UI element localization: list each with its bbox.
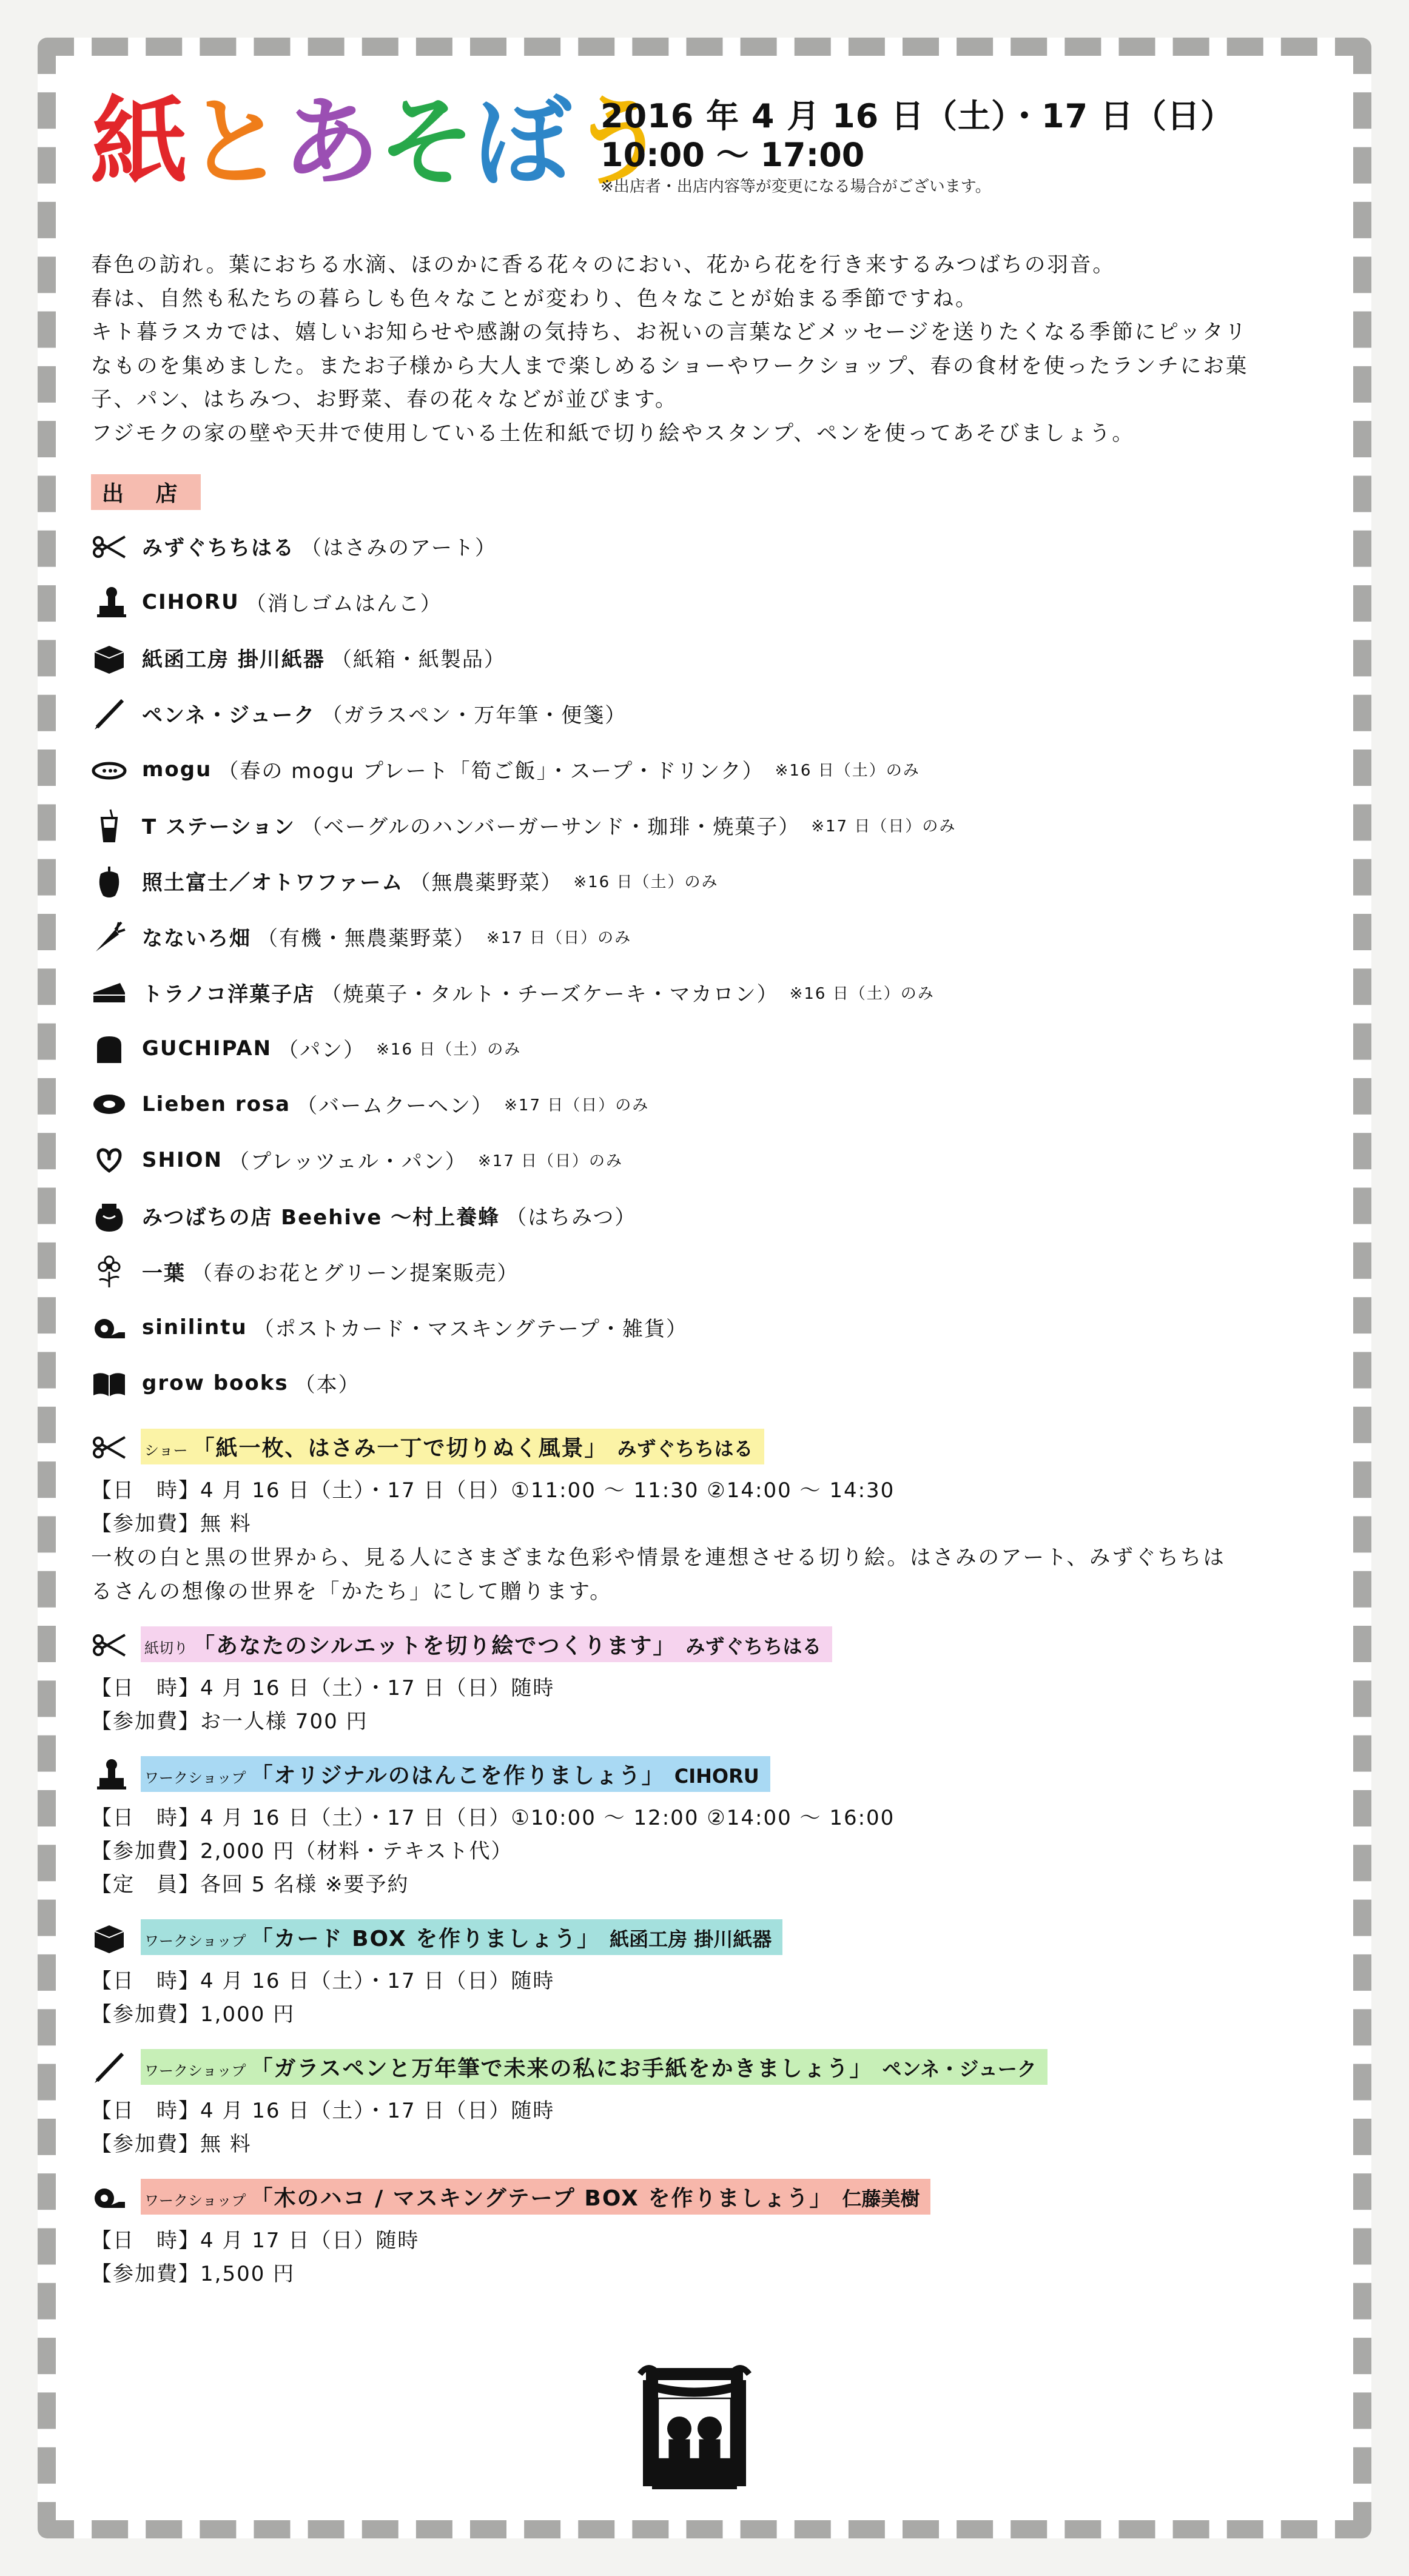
vendor-item <box>91 1244 1322 1300</box>
event-description: 一枚の白と黒の世界から、見る人にさまざまな色彩や情景を連想させる切り絵。はさみのアート、みずぐちちは <box>91 1545 1226 1570</box>
event-info-line <box>91 1965 1322 1998</box>
event-block <box>91 2170 1322 2291</box>
pen-icon <box>91 694 133 733</box>
event-title-bar <box>141 1919 782 1955</box>
vendor-list <box>91 518 1322 1411</box>
event-title-bar <box>141 2179 930 2215</box>
puppet-theater-icon <box>619 2356 770 2507</box>
event-info-value: 4 月 16 日（土）・17 日（日）随時 <box>200 1968 555 1993</box>
event-block <box>91 1910 1322 2031</box>
event-kind: 紙切り <box>144 1640 188 1657</box>
vendor-item <box>91 1300 1322 1355</box>
vendor-name: Lieben rosa <box>142 1092 291 1116</box>
vendor-name: CIHORU <box>142 589 240 614</box>
event-time: 10:00 〜 17:00 <box>600 136 865 174</box>
event-info-line <box>91 2095 1322 2128</box>
vendor-note: ※17 日（日）のみ <box>811 817 957 836</box>
event-host: みずぐちちはる <box>617 1437 753 1461</box>
event-info-value: 無 料 <box>200 1511 252 1536</box>
vendor-desc: （春のお花とグリーン提案販売） <box>192 1261 519 1286</box>
vendor-item <box>91 1132 1322 1188</box>
event-header <box>91 1747 1322 1802</box>
event-block <box>91 1420 1322 1609</box>
vendor-note: ※17 日（日）のみ <box>504 1096 650 1115</box>
intro-line: キト暮ラスカでは、嬉しいお知らせや感謝の気持ち、お祝いの言葉などメッセージを送りたくなる季節にピッタリ <box>91 320 1248 345</box>
header <box>91 73 1322 224</box>
vendor-name: なないろ畑 <box>142 927 251 951</box>
vendor-item <box>91 1076 1322 1132</box>
plate-icon <box>91 750 133 789</box>
vendor-name: T ステーション <box>142 815 295 840</box>
event-info-label: 【参加費】 <box>91 1709 200 1734</box>
flyer-content <box>91 73 1322 2291</box>
box-icon <box>91 639 133 677</box>
event-title: 「ガラスペンと万年筆で未来の私にお手紙をかきましょう」 <box>251 2056 873 2082</box>
vendor-name: SHION <box>142 1147 223 1172</box>
event-info-value: 4 月 17 日（日）随時 <box>200 2228 420 2253</box>
carrot-icon <box>91 917 133 956</box>
vendor-name: みずぐちちはる <box>142 536 295 561</box>
event-block <box>91 1747 1322 1902</box>
event-header <box>91 1910 1322 1965</box>
vendor-name: 照土富士／オトワファーム <box>142 871 404 896</box>
pen-icon <box>91 2048 133 2087</box>
event-title: 「カード BOX を作りましょう」 <box>251 1927 600 1952</box>
event-info-line <box>91 1705 1322 1739</box>
event-kind: ワークショップ <box>144 1769 246 1787</box>
change-note: ※出店者・出店内容等が変更になる場合がございます。 <box>600 178 991 196</box>
vendor-note: ※16 日（土）のみ <box>789 985 935 1004</box>
event-info-label: 【参加費】 <box>91 2132 200 2156</box>
event-info-line <box>91 1802 1322 1835</box>
event-description: るさんの想像の世界を「かたち」にして贈ります。 <box>91 1579 613 1604</box>
event-info-value: お一人様 700 円 <box>200 1709 368 1734</box>
event-info-label: 【日 時】 <box>91 1805 200 1830</box>
event-title-bar <box>141 1756 770 1792</box>
vendor-name: 紙函工房 掛川紙器 <box>142 648 325 673</box>
vendor-desc: （春の mogu プレート「筍ご飯」・スープ・ドリンク） <box>218 759 764 784</box>
vendor-item <box>91 630 1322 686</box>
vendor-name: ペンネ・ジューク <box>142 703 316 728</box>
event-title-bar <box>141 1626 832 1662</box>
vendor-note: ※16 日（土）のみ <box>376 1041 522 1059</box>
vendor-item <box>91 1188 1322 1244</box>
event-info-value: 4 月 16 日（土）・17 日（日）①11:00 〜 11:30 ②14:00 〜 14:30 <box>200 1478 895 1503</box>
event-kind: ワークショップ <box>144 2192 246 2210</box>
event-host: CIHORU <box>674 1765 759 1788</box>
cake-icon <box>91 973 133 1012</box>
vendor-name: sinilintu <box>142 1315 247 1340</box>
event-info-label: 【定 員】 <box>91 1872 200 1897</box>
vendor-desc: （有機・無農薬野菜） <box>257 927 476 951</box>
baumkuchen-icon <box>91 1085 133 1124</box>
vendor-desc: （ガラスペン・万年筆・便箋） <box>321 703 627 728</box>
vendor-item <box>91 518 1322 574</box>
event-kind: ショー <box>144 1442 188 1460</box>
event-list <box>91 1420 1322 2291</box>
tape-icon <box>91 1308 133 1347</box>
vendor-desc: （本） <box>294 1373 360 1398</box>
event-kind: ワークショップ <box>144 1933 246 1950</box>
vendor-desc: （焼菓子・タルト・チーズケーキ・マカロン） <box>321 982 779 1007</box>
event-host: みずぐちちはる <box>685 1635 822 1659</box>
vendor-desc: （はさみのアート） <box>301 536 497 561</box>
event-header <box>91 1420 1322 1474</box>
tape-icon <box>91 2178 133 2216</box>
event-info-value: 無 料 <box>200 2132 252 2156</box>
event-info-value: 4 月 16 日（土）・17 日（日）随時 <box>200 1675 555 1700</box>
vendor-name: 一葉 <box>142 1261 186 1286</box>
event-info-label: 【日 時】 <box>91 2228 200 2253</box>
vendor-desc: （紙箱・紙製品） <box>331 648 506 673</box>
vendor-item <box>91 742 1322 797</box>
event-info-line <box>91 1998 1322 2031</box>
vendor-desc: （プレッツェル・パン） <box>228 1150 467 1175</box>
event-info-label: 【参加費】 <box>91 1511 200 1536</box>
vendor-item <box>91 686 1322 742</box>
vendor-note: ※16 日（土）のみ <box>573 873 719 892</box>
pretzel-icon <box>91 1141 133 1179</box>
title-char: 紙 <box>91 86 187 199</box>
vendor-desc: （はちみつ） <box>506 1206 637 1230</box>
stamp-icon <box>91 583 133 622</box>
scissors-icon <box>91 527 133 566</box>
event-header <box>91 2040 1322 2095</box>
intro-line: 春色の訪れ。葉におちる水滴、ほのかに香る花々のにおい、花から花を行き来するみつばちの羽音。 <box>91 253 1115 277</box>
vendor-name: トラノコ洋菓子店 <box>142 982 315 1007</box>
vendor-desc: （消しゴムはんこ） <box>245 592 442 617</box>
vendor-desc: （ポストカード・マスキングテープ・雑貨） <box>253 1317 688 1342</box>
event-host: 紙函工房 掛川紙器 <box>610 1928 772 1951</box>
event-host: ペンネ・ジューク <box>882 2058 1037 2081</box>
drink-icon <box>91 806 133 845</box>
vendor-name: GUCHIPAN <box>142 1036 272 1061</box>
event-info-line <box>91 2224 1322 2258</box>
event-info-line <box>91 1672 1322 1705</box>
intro-line: フジモクの家の壁や天井で使用している土佐和紙で切り絵やスタンプ、ペンを使ってあそびましょう。 <box>91 421 1135 446</box>
event-info-line <box>91 1508 1322 1541</box>
vendor-note: ※17 日（日）のみ <box>477 1152 624 1171</box>
vendor-desc: （バームクーヘン） <box>297 1094 494 1119</box>
event-title: 「木のハコ / マスキングテープ BOX を作りましょう」 <box>251 2186 833 2212</box>
event-header <box>91 2170 1322 2224</box>
event-info-label: 【参加費】 <box>91 1839 200 1863</box>
event-title: 「紙一枚、はさみ一丁で切りぬく風景」 <box>192 1436 608 1461</box>
vendor-desc: （無農薬野菜） <box>409 871 563 896</box>
event-info-line <box>91 2258 1322 2291</box>
event-info-value: 1,000 円 <box>200 2002 295 2027</box>
title-char: ぼ <box>474 86 571 199</box>
event-dates <box>600 97 1234 199</box>
event-info-value: 2,000 円（材料・テキスト代） <box>200 1839 513 1863</box>
vendor-item <box>91 574 1322 630</box>
event-block <box>91 2040 1322 2161</box>
honey-pot-icon <box>91 1196 133 1235</box>
event-block <box>91 1617 1322 1739</box>
vendor-item <box>91 965 1322 1021</box>
pepper-icon <box>91 862 133 901</box>
event-host: 仁藤美樹 <box>842 2187 920 2211</box>
vendors-section-label: 出 店 <box>91 474 201 510</box>
stamp-icon <box>91 1755 133 1794</box>
event-title-bar <box>141 2049 1048 2085</box>
intro-line: 子、パン、はちみつ、お野菜、春の花々などが並びます。 <box>91 387 678 412</box>
event-header <box>91 1617 1322 1672</box>
scissors-icon <box>91 1427 133 1466</box>
book-icon <box>91 1364 133 1403</box>
vendor-item <box>91 1021 1322 1076</box>
event-info-label: 【参加費】 <box>91 2002 200 2027</box>
event-date: 2016 年 4 月 16 日（土）・17 日（日） <box>600 97 1234 135</box>
vendor-item <box>91 909 1322 965</box>
event-info-line <box>91 2128 1322 2161</box>
event-info-label: 【日 時】 <box>91 1968 200 1993</box>
vendor-item <box>91 1355 1322 1411</box>
vendor-note: ※17 日（日）のみ <box>486 929 632 948</box>
event-title: 「あなたのシルエットを切り絵でつくります」 <box>193 1634 676 1659</box>
event-info-line <box>91 1474 1322 1508</box>
event-info-line <box>91 1868 1322 1902</box>
event-info-value: 4 月 16 日（土）・17 日（日）①10:00 〜 12:00 ②14:00 〜 16:00 <box>200 1805 895 1830</box>
event-info-value: 各回 5 名様 ※要予約 <box>200 1872 409 1897</box>
vendor-name: grow books <box>142 1370 289 1395</box>
vendor-item <box>91 853 1322 909</box>
vendor-note: ※16 日（土）のみ <box>775 762 920 780</box>
intro-line: 春は、自然も私たちの暮らしも色々なことが変わり、色々なことが始まる季節ですね。 <box>91 286 978 311</box>
scissors-icon <box>91 1625 133 1664</box>
title-char: う <box>570 86 667 199</box>
vendor-desc: （パン） <box>278 1038 366 1063</box>
title-char: そ <box>378 86 475 199</box>
box-icon <box>91 1918 133 1957</box>
intro-text <box>91 249 1322 451</box>
event-title: 「オリジナルのはんこを作りましょう」 <box>251 1763 665 1789</box>
vendor-name: みつばちの店 Beehive 〜村上養蜂 <box>142 1206 500 1230</box>
vendor-item <box>91 797 1322 853</box>
event-info-label: 【参加費】 <box>91 2261 200 2286</box>
vendor-name: mogu <box>142 757 212 782</box>
title-char: と <box>187 86 283 199</box>
event-title-bar <box>141 1429 764 1464</box>
event-kind: ワークショップ <box>144 2062 246 2080</box>
event-info-value: 1,500 円 <box>200 2261 295 2286</box>
intro-line: なものを集めました。またお子様から大人まで楽しめるショーやワークショップ、春の食材を使ったランチにお菓 <box>91 354 1249 378</box>
vendor-desc: （ベーグルのハンバーガーサンド・珈琲・焼菓子） <box>301 815 801 840</box>
event-info-label: 【日 時】 <box>91 2098 200 2123</box>
event-info-label: 【日 時】 <box>91 1478 200 1503</box>
flower-icon <box>91 1252 133 1291</box>
title-char: あ <box>283 86 379 199</box>
bread-icon <box>91 1029 133 1068</box>
flyer-title <box>91 86 667 199</box>
event-info-line <box>91 1835 1322 1868</box>
event-info-label: 【日 時】 <box>91 1675 200 1700</box>
event-info-value: 4 月 16 日（土）・17 日（日）随時 <box>200 2098 555 2123</box>
